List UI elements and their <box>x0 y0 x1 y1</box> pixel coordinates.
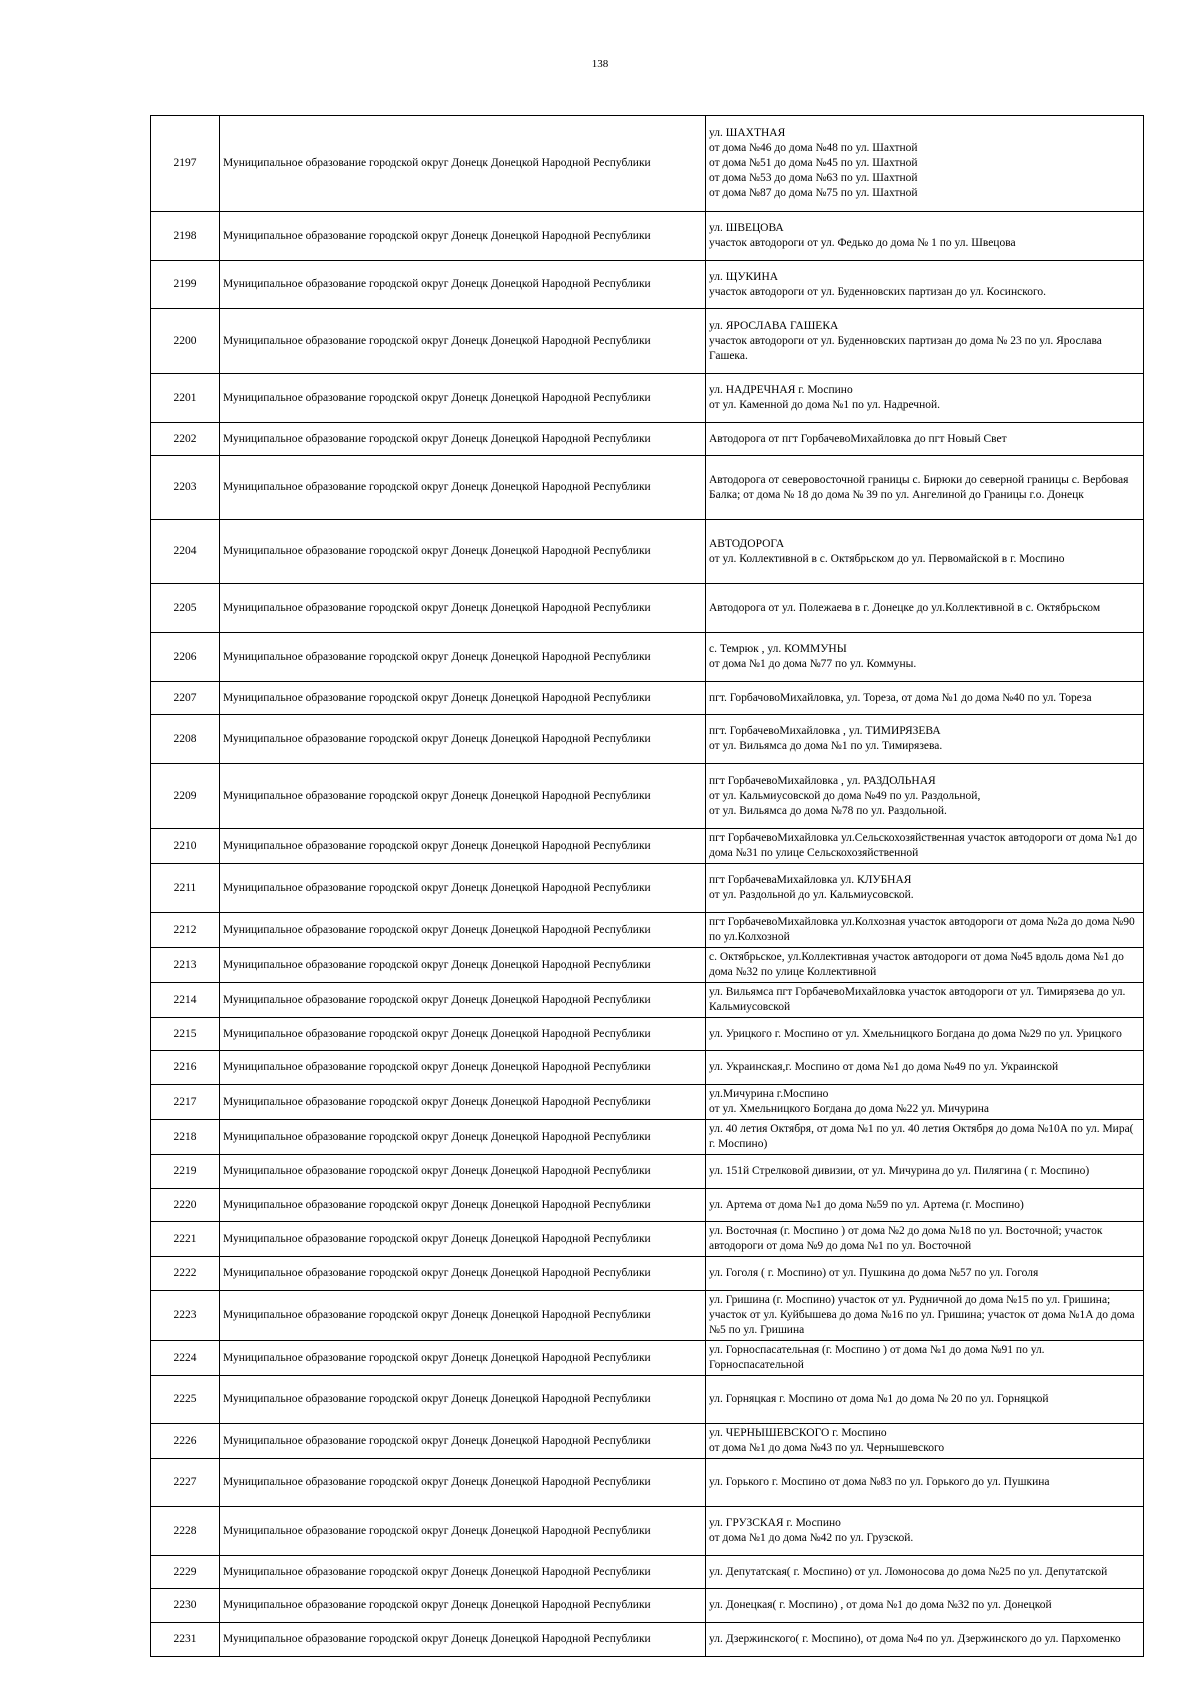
table-row <box>151 261 1144 309</box>
road-description-cell: Автодорога от ул. Полежаева в г. Донецке до ул.Коллективной в с. Октябрьском <box>706 584 1144 633</box>
row-number: 2204 <box>151 520 220 584</box>
road-description-cell: пгт ГорбачеваМихайловка ул. КЛУБНАЯ от ул. Раздольной до ул. Кальмиусовской. <box>706 864 1144 913</box>
table-row <box>151 1018 1144 1051</box>
table-row <box>151 1155 1144 1189</box>
row-number: 2199 <box>151 261 220 309</box>
road-description-cell: с. Октябрьское, ул.Коллективная участок автодороги от дома №45 вдоль дома №1 до дома №32 по улице Коллективной <box>706 948 1144 983</box>
road-description-cell: пгт ГорбачевоМихайловка ул.Колхозная участок автодороги от дома №2а до дома №90 по ул.Колхозной <box>706 913 1144 948</box>
municipality-cell: Муниципальное образование городской округ Донецк Донецкой Народной Республики <box>220 864 706 913</box>
municipality-cell: Муниципальное образование городской округ Донецк Донецкой Народной Республики <box>220 829 706 864</box>
road-description-cell: ул. Вильямса пгт ГорбачевоМихайловка участок автодороги от ул. Тимирязева до ул. Кальмиусовской <box>706 983 1144 1018</box>
table-row <box>151 309 1144 374</box>
row-number: 2216 <box>151 1051 220 1085</box>
table-row <box>151 1376 1144 1424</box>
road-description-cell: ул. Артема от дома №1 до дома №59 по ул. Артема (г. Моспино) <box>706 1189 1144 1222</box>
table-row <box>151 983 1144 1018</box>
row-number: 2211 <box>151 864 220 913</box>
road-description-cell: ул. Украинская,г. Моспино от дома №1 до дома №49 по ул. Украинской <box>706 1051 1144 1085</box>
table-row <box>151 456 1144 520</box>
road-description-cell: Автодорога от северовосточной границы с. Бирюки до северной границы с. Вербовая Балка; от дома № 18 до дома № 39 по ул. Ангелиной до Границы г.о. Донецк <box>706 456 1144 520</box>
municipality-cell: Муниципальное образование городской округ Донецк Донецкой Народной Республики <box>220 1051 706 1085</box>
municipality-cell: Муниципальное образование городской округ Донецк Донецкой Народной Республики <box>220 1189 706 1222</box>
table-row <box>151 1623 1144 1657</box>
row-number: 2212 <box>151 913 220 948</box>
table-row <box>151 764 1144 829</box>
row-number: 2224 <box>151 1341 220 1376</box>
municipality-cell: Муниципальное образование городской округ Донецк Донецкой Народной Республики <box>220 1155 706 1189</box>
municipality-cell: Муниципальное образование городской округ Донецк Донецкой Народной Республики <box>220 1222 706 1257</box>
row-number: 2207 <box>151 682 220 715</box>
table-row <box>151 1341 1144 1376</box>
row-number: 2231 <box>151 1623 220 1657</box>
municipality-cell: Муниципальное образование городской округ Донецк Донецкой Народной Республики <box>220 309 706 374</box>
row-number: 2226 <box>151 1424 220 1459</box>
table-row <box>151 682 1144 715</box>
table-row <box>151 520 1144 584</box>
road-description-cell: ул. ЯРОСЛАВА ГАШЕКА участок автодороги от ул. Буденновских партизан до дома № 23 по ул. Ярослава Гашека. <box>706 309 1144 374</box>
road-description-cell: пгт ГорбачевоМихайловка , ул. РАЗДОЛЬНАЯ от ул. Кальмиусовской до дома №49 по ул. Раздольной, от ул. Вильямса до дома №78 по ул. Раздольной. <box>706 764 1144 829</box>
municipality-cell: Муниципальное образование городской округ Донецк Донецкой Народной Республики <box>220 1291 706 1341</box>
row-number: 2202 <box>151 423 220 456</box>
row-number: 2230 <box>151 1589 220 1623</box>
row-number: 2219 <box>151 1155 220 1189</box>
row-number: 2210 <box>151 829 220 864</box>
table-row <box>151 1120 1144 1155</box>
road-description-cell: ул. Горняцкая г. Моспино от дома №1 до дома № 20 по ул. Горняцкой <box>706 1376 1144 1424</box>
row-number: 2208 <box>151 715 220 764</box>
municipality-cell: Муниципальное образование городской округ Донецк Донецкой Народной Республики <box>220 764 706 829</box>
road-description-cell: ул. ШВЕЦОВА участок автодороги от ул. Федько до дома № 1 по ул. Швецова <box>706 212 1144 261</box>
municipality-cell: Муниципальное образование городской округ Донецк Донецкой Народной Республики <box>220 1341 706 1376</box>
municipality-cell: Муниципальное образование городской округ Донецк Донецкой Народной Республики <box>220 948 706 983</box>
table-row <box>151 374 1144 423</box>
row-number: 2215 <box>151 1018 220 1051</box>
row-number: 2209 <box>151 764 220 829</box>
municipality-cell: Муниципальное образование городской округ Донецк Донецкой Народной Республики <box>220 423 706 456</box>
municipality-cell: Муниципальное образование городской округ Донецк Донецкой Народной Республики <box>220 1424 706 1459</box>
municipality-cell: Муниципальное образование городской округ Донецк Донецкой Народной Республики <box>220 374 706 423</box>
table-row <box>151 1085 1144 1120</box>
road-description-cell: ул. НАДРЕЧНАЯ г. Моспино от ул. Каменной до дома №1 по ул. Надречной. <box>706 374 1144 423</box>
road-description-cell: ул. Восточная (г. Моспино ) от дома №2 до дома №18 по ул. Восточной; участок автодороги от дома №9 до дома №1 по ул. Восточной <box>706 1222 1144 1257</box>
row-number: 2197 <box>151 116 220 212</box>
table-row <box>151 1424 1144 1459</box>
municipality-cell: Муниципальное образование городской округ Донецк Донецкой Народной Республики <box>220 520 706 584</box>
table-row <box>151 212 1144 261</box>
row-number: 2206 <box>151 633 220 682</box>
municipality-cell: Муниципальное образование городской округ Донецк Донецкой Народной Республики <box>220 261 706 309</box>
row-number: 2225 <box>151 1376 220 1424</box>
road-description-cell: ул. Гоголя ( г. Моспино) от ул. Пушкина до дома №57 по ул. Гоголя <box>706 1257 1144 1291</box>
municipality-cell: Муниципальное образование городской округ Донецк Донецкой Народной Республики <box>220 1376 706 1424</box>
road-description-cell: ул. ШАХТНАЯ от дома №46 до дома №48 по ул. Шахтной от дома №51 до дома №45 по ул. Шахтной от дома №53 до дома №63 по ул. Шахтной от дома №87 до дома №75 по ул. Шахтной <box>706 116 1144 212</box>
table-row <box>151 1257 1144 1291</box>
row-number: 2227 <box>151 1459 220 1507</box>
table-row <box>151 948 1144 983</box>
road-description-cell: ул. 151й Стрелковой дивизии, от ул. Мичурина до ул. Пилягина ( г. Моспино) <box>706 1155 1144 1189</box>
municipality-cell: Муниципальное образование городской округ Донецк Донецкой Народной Республики <box>220 212 706 261</box>
row-number: 2220 <box>151 1189 220 1222</box>
table-row <box>151 913 1144 948</box>
municipality-cell: Муниципальное образование городской округ Донецк Донецкой Народной Республики <box>220 983 706 1018</box>
table-row <box>151 1556 1144 1589</box>
municipality-cell: Муниципальное образование городской округ Донецк Донецкой Народной Республики <box>220 584 706 633</box>
row-number: 2229 <box>151 1556 220 1589</box>
row-number: 2221 <box>151 1222 220 1257</box>
road-description-cell: АВТОДОРОГА от ул. Коллективной в с. Октябрьском до ул. Первомайской в г. Моспино <box>706 520 1144 584</box>
municipality-cell: Муниципальное образование городской округ Донецк Донецкой Народной Республики <box>220 1459 706 1507</box>
road-description-cell: Автодорога от пгт ГорбачевоМихайловка до пгт Новый Свет <box>706 423 1144 456</box>
row-number: 2203 <box>151 456 220 520</box>
road-description-cell: ул. ЩУКИНА участок автодороги от ул. Буденновских партизан до ул. Косинского. <box>706 261 1144 309</box>
municipality-cell: Муниципальное образование городской округ Донецк Донецкой Народной Республики <box>220 1085 706 1120</box>
table-row <box>151 715 1144 764</box>
road-description-cell: ул. ЧЕРНЫШЕВСКОГО г. Моспино от дома №1 до дома №43 по ул. Чернышевского <box>706 1424 1144 1459</box>
table-row <box>151 584 1144 633</box>
row-number: 2223 <box>151 1291 220 1341</box>
road-registry-table <box>150 115 1144 1657</box>
municipality-cell: Муниципальное образование городской округ Донецк Донецкой Народной Республики <box>220 1623 706 1657</box>
road-description-cell: ул. Донецкая( г. Моспино) , от дома №1 до дома №32 по ул. Донецкой <box>706 1589 1144 1623</box>
road-description-cell: пгт ГорбачевоМихайловка ул.Сельскохозяйственная участок автодороги от дома №1 до дома №31 по улице Сельскохозяйственной <box>706 829 1144 864</box>
municipality-cell: Муниципальное образование городской округ Донецк Донецкой Народной Республики <box>220 116 706 212</box>
municipality-cell: Муниципальное образование городской округ Донецк Донецкой Народной Республики <box>220 715 706 764</box>
table-row <box>151 1507 1144 1556</box>
municipality-cell: Муниципальное образование городской округ Донецк Донецкой Народной Республики <box>220 456 706 520</box>
row-number: 2198 <box>151 212 220 261</box>
table-row <box>151 1189 1144 1222</box>
table-row <box>151 116 1144 212</box>
road-description-cell: с. Темрюк , ул. КОММУНЫ от дома №1 до дома №77 по ул. Коммуны. <box>706 633 1144 682</box>
table-row <box>151 633 1144 682</box>
page-number: 138 <box>591 58 609 70</box>
row-number: 2201 <box>151 374 220 423</box>
table-row <box>151 423 1144 456</box>
municipality-cell: Муниципальное образование городской округ Донецк Донецкой Народной Республики <box>220 1120 706 1155</box>
municipality-cell: Муниципальное образование городской округ Донецк Донецкой Народной Республики <box>220 1589 706 1623</box>
table-row <box>151 1589 1144 1623</box>
row-number: 2205 <box>151 584 220 633</box>
road-description-cell: ул. Урицкого г. Моспино от ул. Хмельницкого Богдана до дома №29 по ул. Урицкого <box>706 1018 1144 1051</box>
road-description-cell: ул. Депутатская( г. Моспино) от ул. Ломоносова до дома №25 по ул. Депутатской <box>706 1556 1144 1589</box>
municipality-cell: Муниципальное образование городской округ Донецк Донецкой Народной Республики <box>220 1018 706 1051</box>
municipality-cell: Муниципальное образование городской округ Донецк Донецкой Народной Республики <box>220 1507 706 1556</box>
road-description-cell: пгт. ГорбачовоМихайловка, ул. Тореза, от дома №1 до дома №40 по ул. Тореза <box>706 682 1144 715</box>
table-row <box>151 1291 1144 1341</box>
municipality-cell: Муниципальное образование городской округ Донецк Донецкой Народной Республики <box>220 1556 706 1589</box>
municipality-cell: Муниципальное образование городской округ Донецк Донецкой Народной Республики <box>220 1257 706 1291</box>
municipality-cell: Муниципальное образование городской округ Донецк Донецкой Народной Республики <box>220 633 706 682</box>
row-number: 2222 <box>151 1257 220 1291</box>
road-description-cell: ул. Горноспасательная (г. Моспино ) от дома №1 до дома №91 по ул. Горноспасательной <box>706 1341 1144 1376</box>
road-description-cell: ул. Дзержинского( г. Моспино), от дома №4 по ул. Дзержинского до ул. Пархоменко <box>706 1623 1144 1657</box>
row-number: 2228 <box>151 1507 220 1556</box>
municipality-cell: Муниципальное образование городской округ Донецк Донецкой Народной Республики <box>220 682 706 715</box>
road-description-cell: ул. Гришина (г. Моспино) участок от ул. Рудничной до дома №15 по ул. Гришина; участок от ул. Куйбышева до дома №16 по ул. Гришина; участок от дома №1А до дома №5 по ул. Гришина <box>706 1291 1144 1341</box>
road-description-cell: ул. 40 летия Октября, от дома №1 по ул. 40 летия Октября до дома №10А по ул. Мира( г. Моспино) <box>706 1120 1144 1155</box>
table-row <box>151 864 1144 913</box>
road-description-cell: пгт. ГорбачевоМихайловка , ул. ТИМИРЯЗЕВА от ул. Вильямса до дома №1 по ул. Тимирязева. <box>706 715 1144 764</box>
table-row <box>151 1222 1144 1257</box>
row-number: 2200 <box>151 309 220 374</box>
road-description-cell: ул.Мичурина г.Моспино от ул. Хмельницкого Богдана до дома №22 ул. Мичурина <box>706 1085 1144 1120</box>
road-description-cell: ул. ГРУЗСКАЯ г. Моспино от дома №1 до дома №42 по ул. Грузской. <box>706 1507 1144 1556</box>
row-number: 2218 <box>151 1120 220 1155</box>
row-number: 2214 <box>151 983 220 1018</box>
table-row <box>151 1459 1144 1507</box>
table-row <box>151 829 1144 864</box>
road-description-cell: ул. Горького г. Моспино от дома №83 по ул. Горького до ул. Пушкина <box>706 1459 1144 1507</box>
table-row <box>151 1051 1144 1085</box>
row-number: 2217 <box>151 1085 220 1120</box>
municipality-cell: Муниципальное образование городской округ Донецк Донецкой Народной Республики <box>220 913 706 948</box>
row-number: 2213 <box>151 948 220 983</box>
